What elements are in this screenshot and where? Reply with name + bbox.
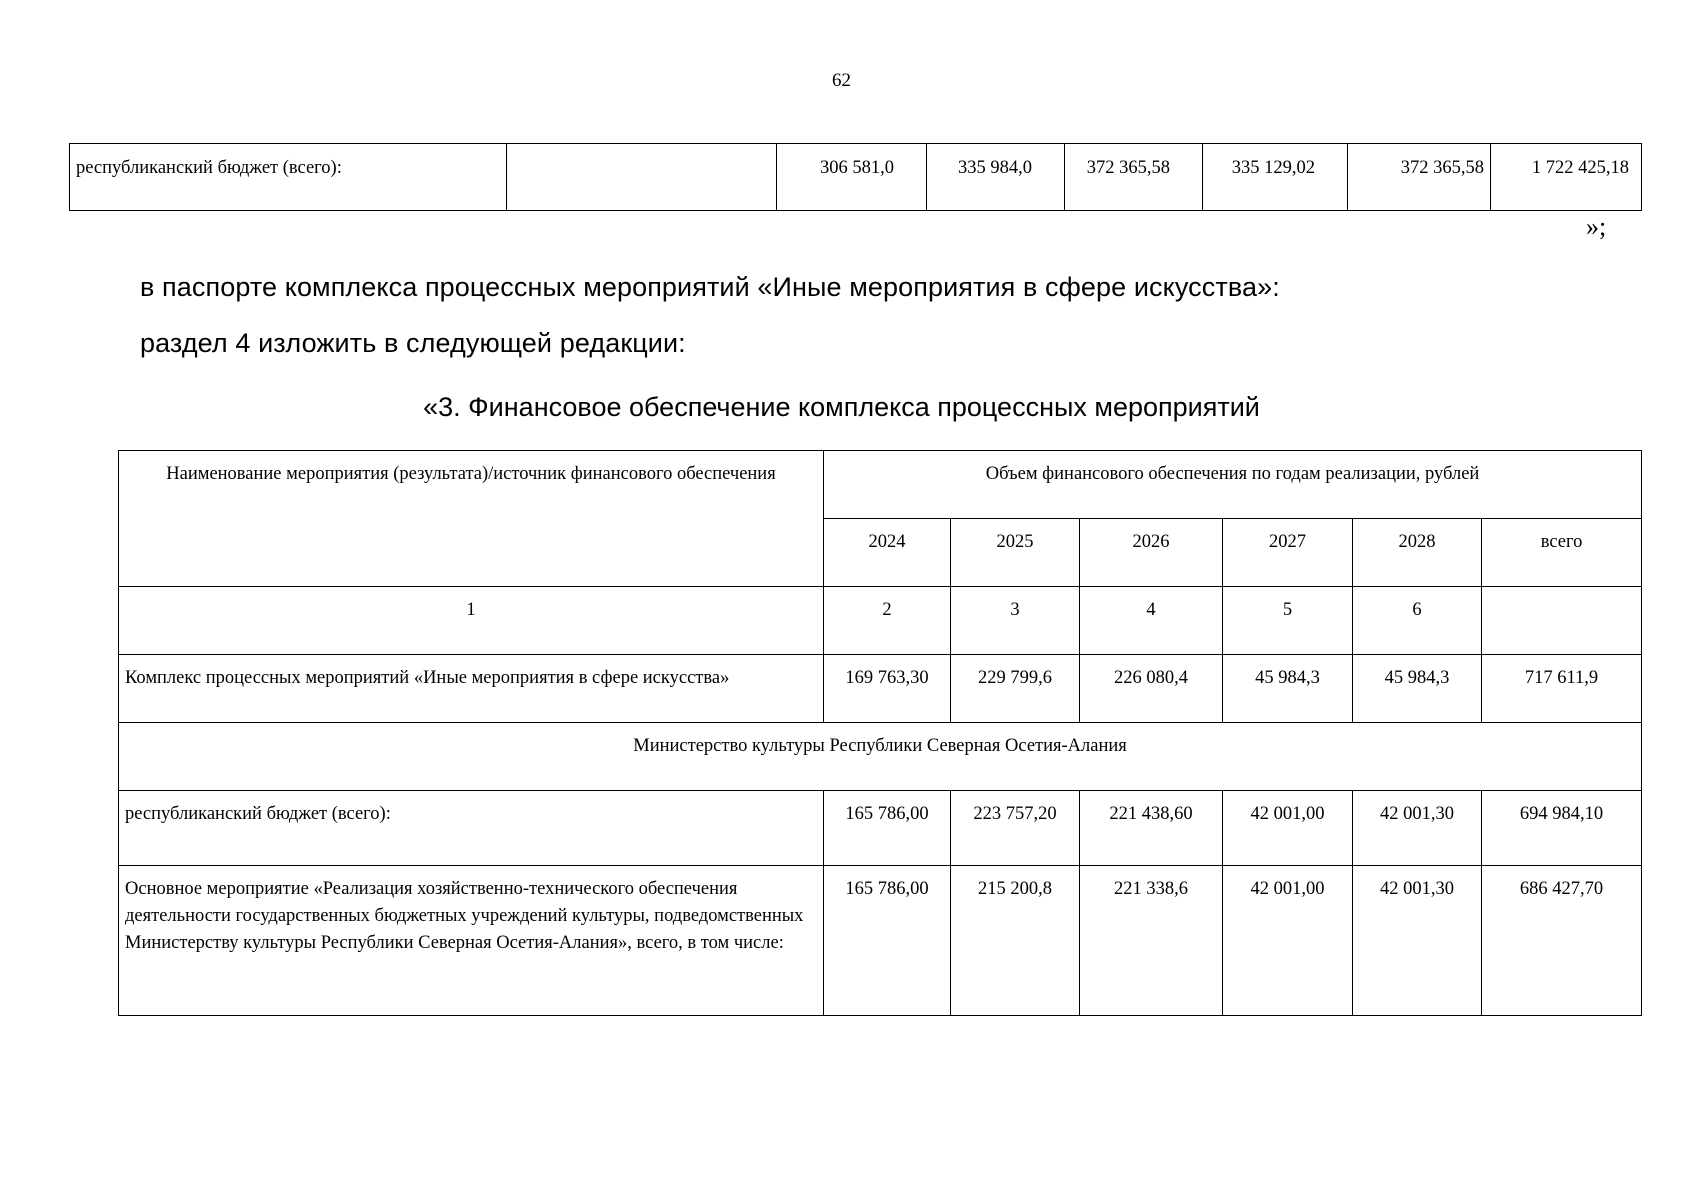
value-cell: 215 200,8 [951,866,1080,1016]
ministry-cell: Министерство культуры Республики Северная Осетия-Алания [119,723,1642,791]
column-number-row [119,587,1642,655]
value-cell: 165 786,00 [824,866,951,1016]
year-cell: 2027 [1223,519,1353,587]
budget-continuation-table [69,143,1642,211]
value-cell: 45 984,3 [1353,655,1482,723]
row-label: республиканский бюджет (всего): [70,144,507,211]
column-number-cell: 2 [824,587,951,655]
page-number: 62 [832,70,851,91]
column-number-cell [1482,587,1642,655]
year-cell: 2026 [1080,519,1223,587]
value-cell: 717 611,9 [1482,655,1642,723]
value-cell: 42 001,00 [1223,791,1353,866]
value-cell: 45 984,3 [1223,655,1353,723]
value-cell: 229 799,6 [951,655,1080,723]
value-cell: 165 786,00 [824,791,951,866]
value-cell: 335 129,02 [1203,144,1348,211]
column-number-cell: 1 [119,587,824,655]
value-cell: 335 984,0 [927,144,1065,211]
value-cell: 306 581,0 [777,144,927,211]
year-cell: всего [1482,519,1642,587]
value-cell: 221 438,60 [1080,791,1223,866]
section-title: «3. Финансовое обеспечение комплекса процессных мероприятий [423,392,1260,422]
value-cell: 223 757,20 [951,791,1080,866]
ministry-row [119,723,1642,791]
year-cell: 2024 [824,519,951,587]
row-label: республиканский бюджет (всего): [119,791,824,866]
table-row [119,655,1642,723]
value-cell: 372 365,58 [1348,144,1491,211]
paragraph: в паспорте комплекса процессных мероприятий «Иные мероприятия в сфере искусства»: [140,272,1280,302]
value-cell: 686 427,70 [1482,866,1642,1016]
value-cell: 694 984,10 [1482,791,1642,866]
table-row [119,791,1642,866]
value-cell: 42 001,00 [1223,866,1353,1016]
table-header-row [119,451,1642,519]
closing-quote: »; [1586,212,1607,241]
column-number-cell: 4 [1080,587,1223,655]
table-row [70,144,1642,211]
column-number-cell: 3 [951,587,1080,655]
paragraph: раздел 4 изложить в следующей редакции: [140,328,686,358]
empty-cell [507,144,777,211]
value-cell: 372 365,58 [1065,144,1203,211]
value-cell: 221 338,6 [1080,866,1223,1016]
table-row [119,866,1642,1016]
value-cell: 1 722 425,18 [1491,144,1642,211]
column-number-cell: 6 [1353,587,1482,655]
value-cell: 169 763,30 [824,655,951,723]
financing-table [118,450,1642,1016]
header-volume-cell: Объем финансового обеспечения по годам реализации, рублей [824,451,1642,519]
year-cell: 2028 [1353,519,1482,587]
value-cell: 42 001,30 [1353,866,1482,1016]
row-label: Основное мероприятие «Реализация хозяйственно-технического обеспечения деятельности государственных бюджетных учреждений культуры, подведомственных Министерству культуры Республики Северная Осетия-Алания», всего, в том числе: [119,866,824,1016]
header-name-cell: Наименование мероприятия (результата)/источник финансового обеспечения [119,451,824,587]
column-number-cell: 5 [1223,587,1353,655]
value-cell: 226 080,4 [1080,655,1223,723]
year-cell: 2025 [951,519,1080,587]
value-cell: 42 001,30 [1353,791,1482,866]
row-label: Комплекс процессных мероприятий «Иные мероприятия в сфере искусства» [119,655,824,723]
